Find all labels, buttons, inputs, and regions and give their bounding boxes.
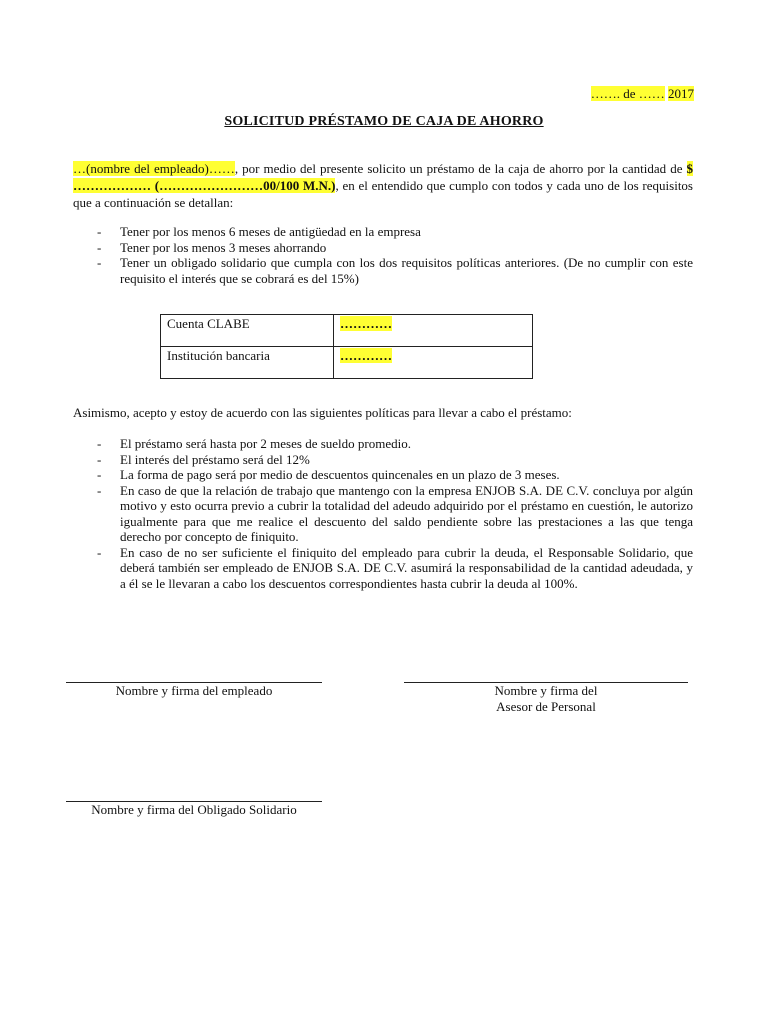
list-marker: - xyxy=(97,436,102,451)
list-marker: - xyxy=(97,467,102,482)
date-year: 2017 xyxy=(668,86,694,101)
advisor-label-line-2: Asesor de Personal xyxy=(496,699,596,714)
policies-list xyxy=(73,436,693,591)
requirement-text: Tener un obligado solidario que cumpla con los dos requisitos políticas anteriores. (De no cumplir con este requisito el interés que se cobrará es del 15%) xyxy=(120,255,693,286)
list-item xyxy=(73,240,693,256)
requirements-list xyxy=(73,224,693,286)
list-item xyxy=(73,467,693,483)
bank-placeholder: ………… xyxy=(340,348,392,363)
policy-text: El interés del préstamo será del 12% xyxy=(120,451,310,467)
intro-text-1: , por medio del presente solicito un préstamo de la caja de ahorro por la cantidad de xyxy=(234,161,687,176)
guarantor-signature-label: Nombre y firma del Obligado Solidario xyxy=(91,802,297,817)
list-item xyxy=(73,224,693,240)
policy-text: En caso de que la relación de trabajo que mantengo con la empresa ENJOB S.A. DE C.V. concluya por algún motivo y esto ocurra previo a cubrir la totalidad del adeudo adquirido por el préstamo en cuestión, le autorizo igualmente para que me realice el descuento del saldo pendiente sobre las prestaciones a las que tenga derecho por concepto de finiquito. xyxy=(120,482,693,544)
table-value-cell xyxy=(334,347,533,379)
list-marker: - xyxy=(97,255,102,270)
table-value-cell xyxy=(334,315,533,347)
amount-placeholder: $ ……………… (……………………00/100 M.N.) xyxy=(73,161,693,193)
list-item xyxy=(73,452,693,468)
requirement-text: Tener por los menos 6 meses de antigüedad en la empresa xyxy=(120,224,421,239)
date-placeholder: ……. de …… xyxy=(590,86,665,101)
list-item xyxy=(73,436,693,452)
list-marker: - xyxy=(97,239,102,255)
advisor-signature-label xyxy=(404,683,688,715)
policies-intro: Asimismo, acepto y estoy de acuerdo con las siguientes políticas para llevar a cabo el préstamo: xyxy=(73,405,572,420)
list-marker: - xyxy=(97,451,102,467)
list-marker: - xyxy=(97,482,102,498)
list-item xyxy=(73,483,693,545)
table-row xyxy=(161,315,533,347)
table-row xyxy=(161,347,533,379)
policy-text: La forma de pago será por medio de descuentos quincenales en un plazo de 3 meses. xyxy=(120,467,560,482)
requirement-text: Tener por los menos 3 meses ahorrando xyxy=(120,239,327,255)
list-marker: - xyxy=(97,224,102,239)
date-line xyxy=(591,86,694,102)
policy-text: El préstamo será hasta por 2 meses de sueldo promedio. xyxy=(120,436,411,451)
policy-text: En caso de no ser suficiente el finiquito del empleado para cubrir la deuda, el Responsable Solidario, que deberá también ser empleado de ENJOB S.A. DE C.V. asumirá la responsabilidad de la cantidad adeudada, y a él se le llevaran a cabo los descuentos correspondientes hasta cubrir la deuda al 100%. xyxy=(120,544,693,591)
list-item xyxy=(73,545,693,592)
employee-signature-label: Nombre y firma del empleado xyxy=(115,683,273,698)
intro-text-2: , en el entendido que cumplo con todos y cada uno de los requisitos que a continuación se detallan: xyxy=(73,178,693,210)
document-title: SOLICITUD PRÉSTAMO DE CAJA DE AHORRO xyxy=(224,114,544,129)
clabe-placeholder: ………… xyxy=(340,316,392,331)
list-item xyxy=(73,255,693,286)
list-marker: - xyxy=(97,544,102,560)
bank-info-table xyxy=(160,314,533,379)
intro-paragraph xyxy=(73,160,693,211)
table-label-cell: Cuenta CLABE xyxy=(161,315,334,347)
advisor-label-line-1: Nombre y firma del xyxy=(494,683,598,698)
employee-name-placeholder: …(nombre del empleado)…… xyxy=(73,161,235,176)
table-label-cell: Institución bancaria xyxy=(161,347,334,379)
